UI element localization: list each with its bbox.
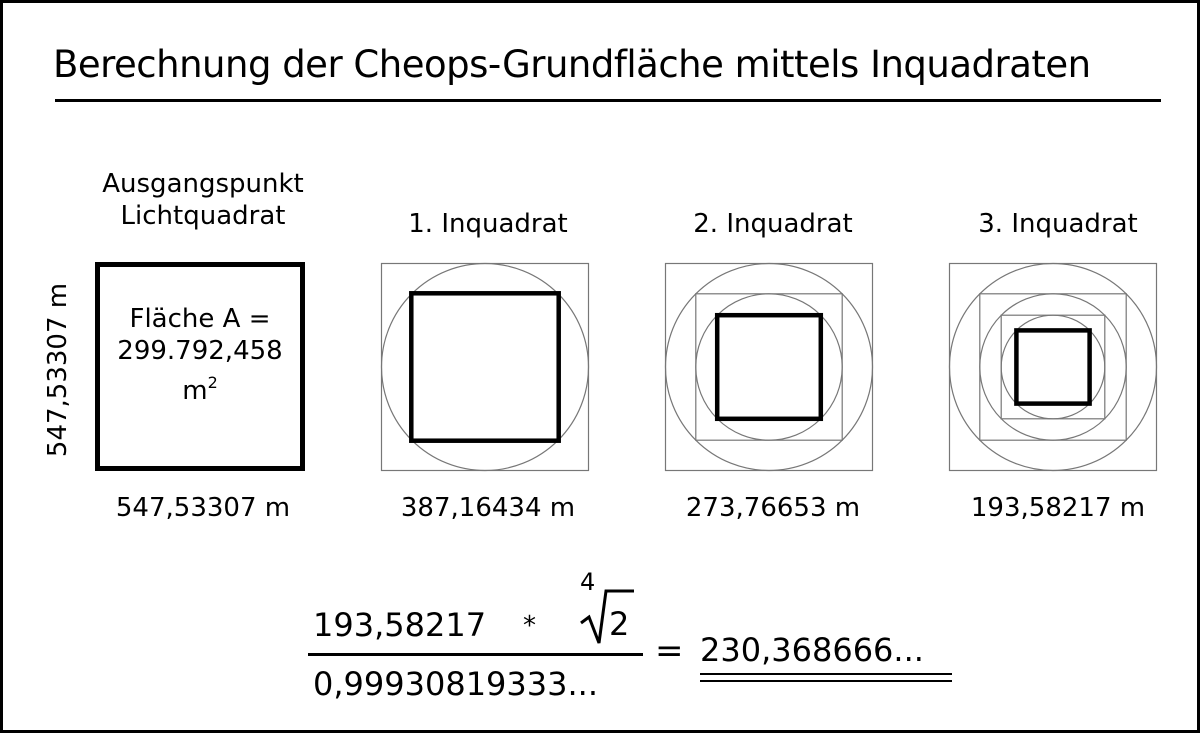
- fraction-bar: [308, 653, 643, 656]
- start-caption: [83, 168, 323, 232]
- step2-outer-square: [666, 264, 873, 471]
- result-underline-2: [700, 680, 952, 682]
- area-unit-line: [100, 367, 300, 407]
- start-bottom-dimension: 547,53307 m: [115, 493, 291, 523]
- step3-dimension: 193,58217 m: [970, 493, 1146, 523]
- area-unit: m: [182, 376, 208, 406]
- start-side-dimension: 547,53307 m: [43, 282, 73, 458]
- page-title: Berechnung der Cheops-Grundfläche mittels Inquadraten: [53, 43, 1091, 86]
- step2-inscribed-square: [717, 315, 821, 419]
- title-underline: [55, 99, 1161, 102]
- root-radicand: 2: [609, 605, 630, 643]
- step1-figure: [380, 262, 592, 474]
- step2-dimension: 273,76653 m: [685, 493, 861, 523]
- formula-denominator: 0,99930819333...: [313, 665, 598, 703]
- result-underline-1: [700, 673, 952, 675]
- equals-sign: =: [655, 631, 684, 671]
- step1-dimension: 387,16434 m: [400, 493, 576, 523]
- step3-inscribed-square: [1016, 330, 1089, 403]
- formula-operator: *: [523, 611, 536, 641]
- start-caption-line1: Ausgangspunkt: [102, 169, 304, 199]
- step3-outer-circle: [950, 264, 1157, 471]
- root-index: 4: [580, 568, 596, 596]
- step3-figure: [948, 262, 1160, 474]
- step2-outer-circle: [666, 264, 873, 471]
- step3-caption: 3. Inquadrat: [978, 209, 1138, 239]
- formula-numerator: 193,58217: [313, 606, 487, 644]
- formula-result: 230,368666...: [700, 631, 924, 669]
- area-line1: Fläche A =: [129, 304, 271, 334]
- area-label: [100, 303, 300, 407]
- step1-inscribed-square: [411, 293, 558, 440]
- area-exponent: 2: [207, 373, 218, 392]
- step1-caption: 1. Inquadrat: [408, 209, 568, 239]
- area-line2: 299.792,458: [117, 336, 283, 366]
- step2-caption: 2. Inquadrat: [693, 209, 853, 239]
- step2-figure: [664, 262, 876, 474]
- step3-outer-square: [950, 264, 1157, 471]
- start-caption-line2: Lichtquadrat: [120, 201, 286, 231]
